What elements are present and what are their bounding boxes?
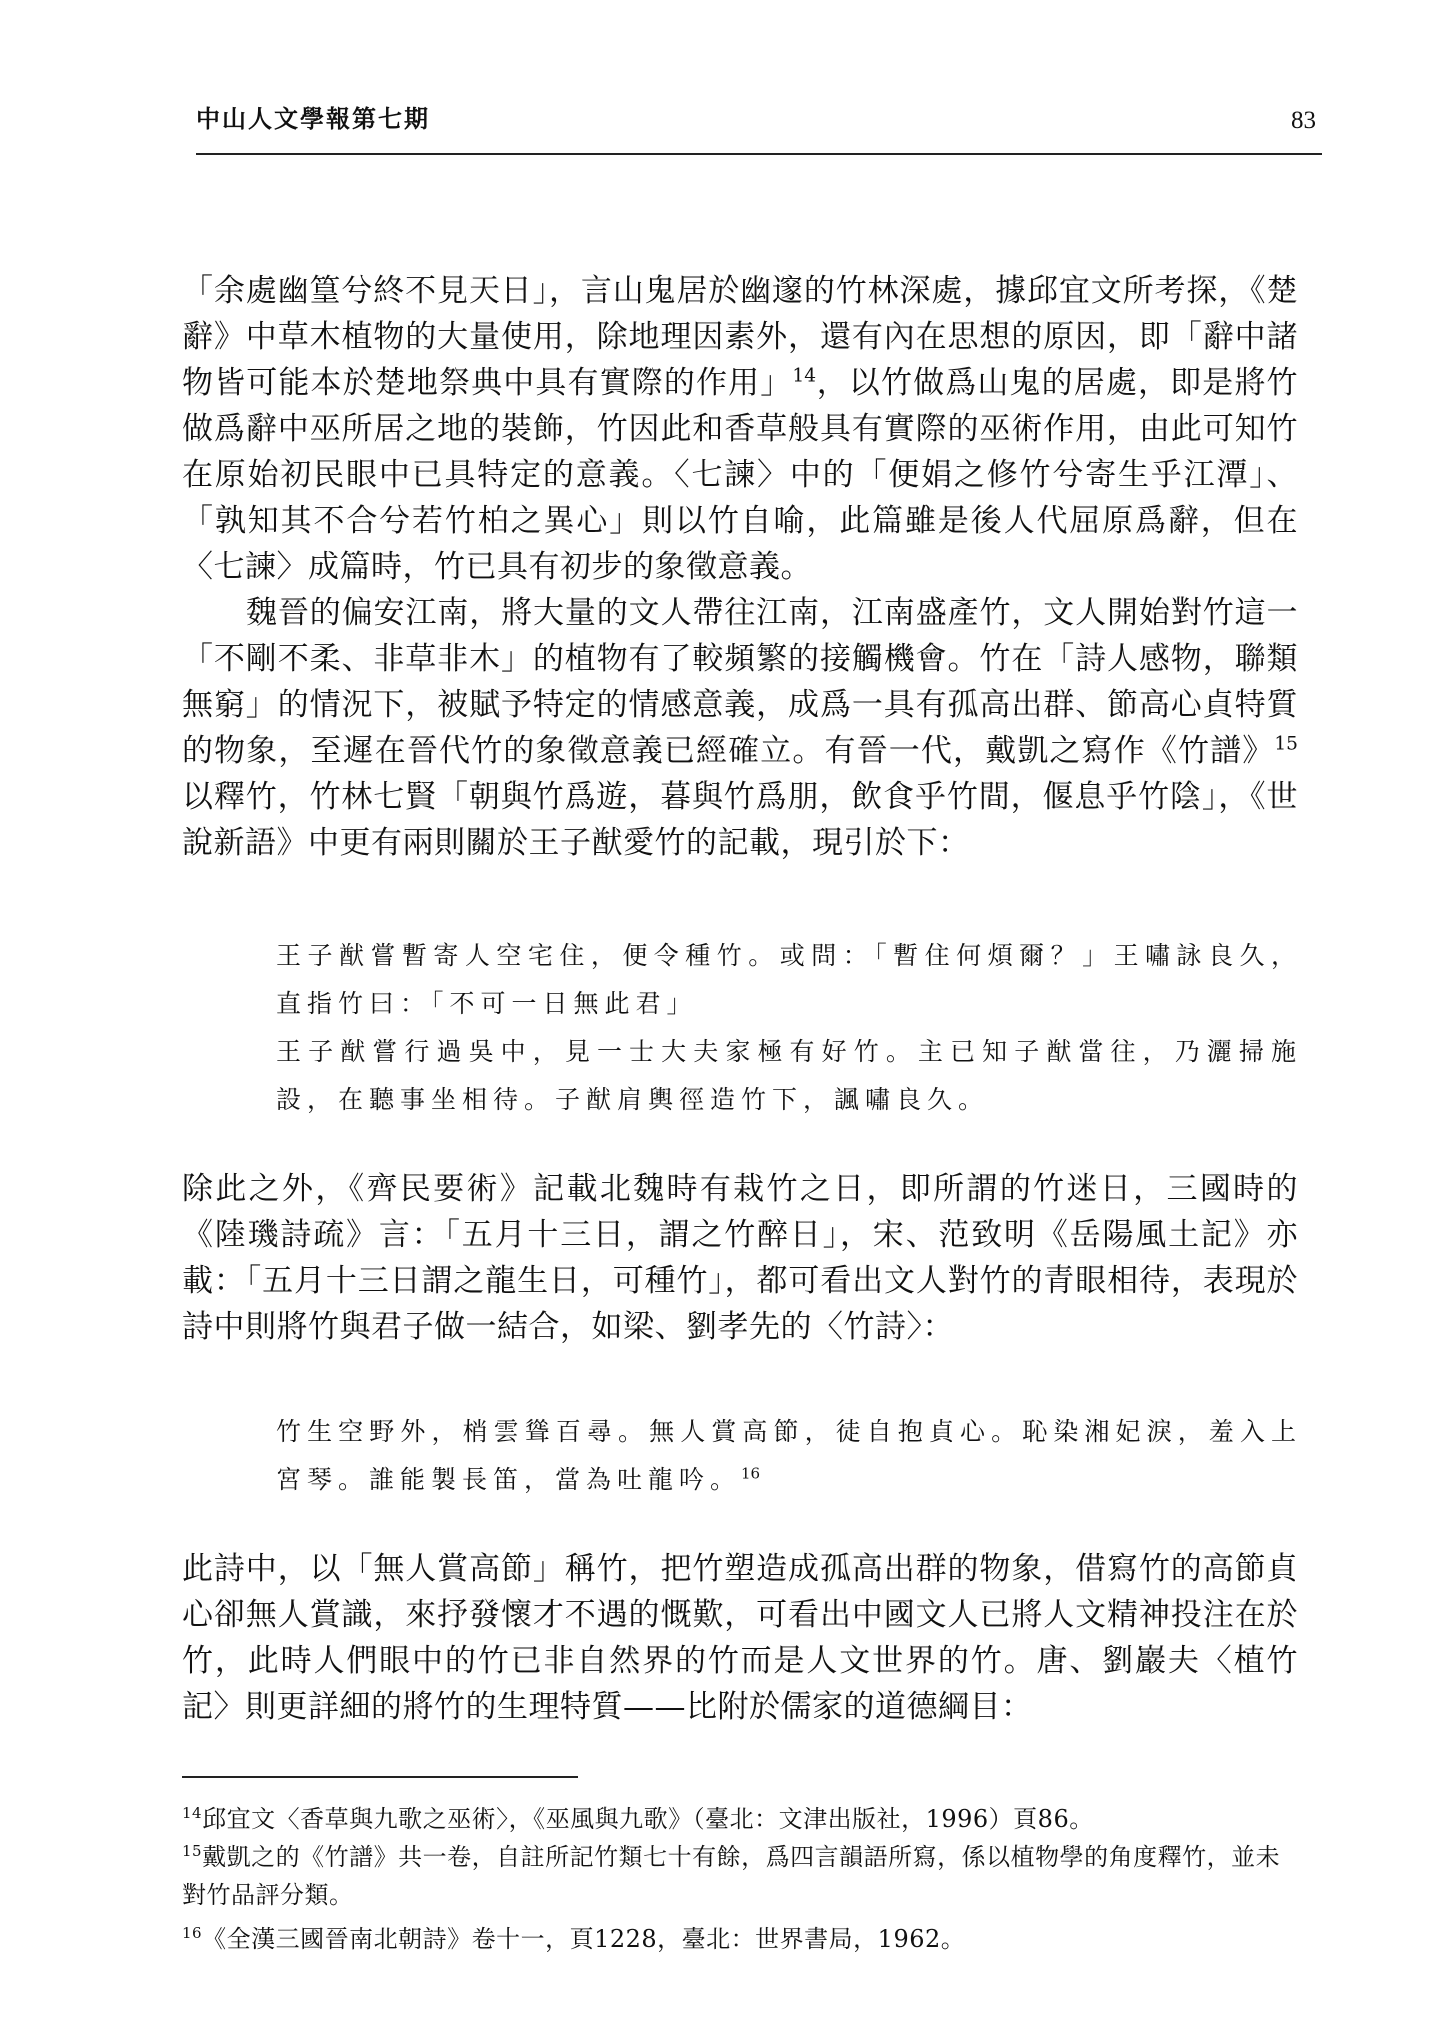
footnote-15-mark: 15 bbox=[182, 1842, 203, 1860]
footnote-14 bbox=[182, 1800, 1302, 1838]
quote-1-part-a: 王子猷嘗暫寄人空宅住，便令種竹。或問：「暫住何煩爾？」王嘯詠良久，直指竹曰：「不可一日無此君」 bbox=[276, 941, 1302, 1018]
paragraph-1-text: 「余處幽篁兮終不見天日」，言山鬼居於幽邃的竹林深處，據邱宜文所考探，《楚辭》中草木植物的大量使用，除地理因素外，還有內在思想的原因，即「辭中諸物皆可能本於楚地祭典中具有實際的作用」 bbox=[182, 273, 1298, 401]
paragraph-2 bbox=[182, 590, 1298, 866]
journal-title: 中山人文學報第七期 bbox=[196, 105, 430, 133]
footnote-ref-15: 15 bbox=[1274, 733, 1298, 755]
footnote-ref-14: 14 bbox=[792, 365, 817, 387]
footnotes bbox=[182, 1800, 1302, 1958]
footnote-16-text: 《全漢三國晉南北朝詩》卷十一，頁1228，臺北：世界書局，1962。 bbox=[202, 1925, 966, 1953]
paragraph-4-text: 此詩中，以「無人賞高節」稱竹，把竹塑造成孤高出群的物象，借寫竹的高節貞心卻無人賞識，來抒發懷才不遇的慨歎，可看出中國文人已將人文精神投注在於竹，此時人們眼中的竹已非自然界的竹而是人文世界的竹。唐、劉巖夫〈植竹記〉則更詳細的將竹的生理特質——比附於儒家的道德綱目： bbox=[182, 1551, 1298, 1725]
paragraph-2-text: 魏晉的偏安江南，將大量的文人帶往江南，江南盛產竹，文人開始對竹這一「不剛不柔、非草非木」的植物有了較頻繁的接觸機會。竹在「詩人感物，聯類無窮」的情況下，被賦予特定的情感意義，成爲一具有孤高出群、節高心貞特質的物象，至遲在晉代竹的象徵意義已經確立。有晉一代，戴凱之寫作《竹譜》 bbox=[182, 595, 1298, 769]
block-quote-1 bbox=[276, 932, 1302, 1124]
paragraph-4 bbox=[182, 1546, 1298, 1730]
footnote-14-text: 邱宜文〈香草與九歌之巫術〉，《巫風與九歌》（臺北：文津出版社，1996）頁86。 bbox=[202, 1805, 1094, 1833]
paragraph-1-text-rest: ，以竹做爲山鬼的居處，即是將竹做爲辭中巫所居之地的裝飾，竹因此和香草般具有實際的巫術作用，由此可知竹在原始初民眼中已具特定的意義。〈七諫〉中的「便娟之修竹兮寄生乎江潭」、「孰知其不合兮若竹柏之異心」則以竹自喻，此篇雖是後人代屈原爲辭，但在〈七諫〉成篇時，竹已具有初步的象徵意義。 bbox=[182, 365, 1299, 585]
paragraph-1 bbox=[182, 268, 1298, 590]
footnote-divider bbox=[182, 1776, 578, 1778]
footnote-15 bbox=[182, 1838, 1302, 1914]
paragraph-2-text-rest: 以釋竹，竹林七賢「朝與竹爲遊，暮與竹爲朋，飲食乎竹間，偃息乎竹陰」，《世說新語》中更有兩則關於王子猷愛竹的記載，現引於下： bbox=[182, 779, 1298, 861]
block-quote-2 bbox=[276, 1408, 1302, 1504]
quote-1-part-b: 王子猷嘗行過吳中，見一士大夫家極有好竹。主已知子猷當往，乃灑掃施設，在聽事坐相待。子猷肩輿徑造竹下，諷嘯良久。 bbox=[276, 1037, 1302, 1114]
footnote-15-text: 戴凱之的《竹譜》共一卷，自註所記竹類七十有餘，爲四言韻語所寫，係以植物學的角度釋竹，並未對竹品評分類。 bbox=[182, 1843, 1281, 1909]
paragraph-3-text: 除此之外，《齊民要術》記載北魏時有栽竹之日，即所謂的竹迷日，三國時的《陸璣詩疏》言：「五月十三日，謂之竹醉日」，宋、范致明《岳陽風土記》亦載：「五月十三日謂之龍生日，可種竹」，都可看出文人對竹的青眼相待，表現於詩中則將竹與君子做一結合，如梁、劉孝先的〈竹詩〉： bbox=[182, 1171, 1298, 1345]
page-number: 83 bbox=[1291, 107, 1316, 134]
running-header bbox=[196, 95, 1322, 155]
footnote-14-mark: 14 bbox=[182, 1804, 203, 1822]
paragraph-3 bbox=[182, 1166, 1298, 1350]
footnote-16 bbox=[182, 1920, 1302, 1958]
quote-2-text: 竹生空野外，梢雲聳百尋。無人賞高節，徒自抱貞心。恥染湘妃淚，羞入上宮琴。誰能製長笛，當為吐龍吟。 bbox=[276, 1417, 1302, 1494]
footnote-ref-16: 16 bbox=[741, 1464, 761, 1483]
footnote-16-mark: 16 bbox=[182, 1924, 203, 1942]
